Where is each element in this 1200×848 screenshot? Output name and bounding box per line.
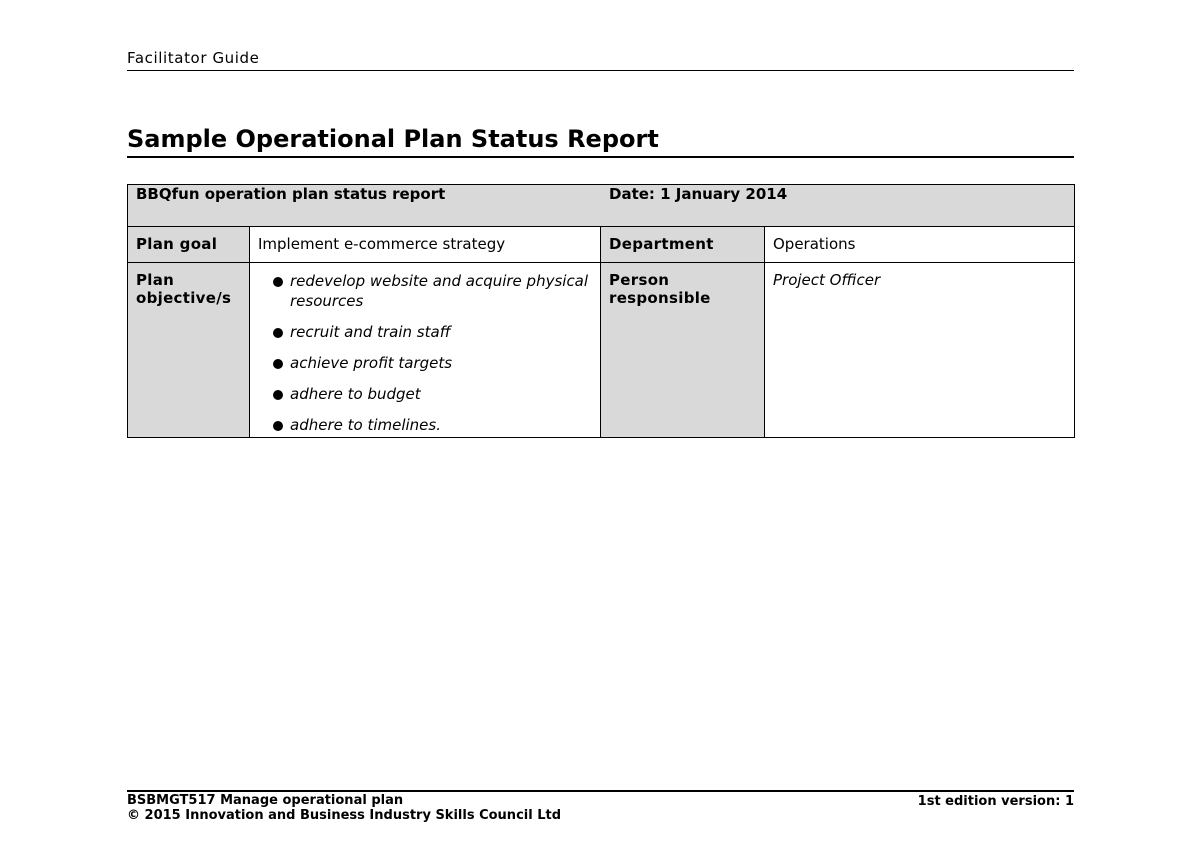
bullet-icon <box>273 359 283 369</box>
table-row <box>128 263 1075 438</box>
objectives-label: Plan objective/s <box>128 263 250 438</box>
objectives-list <box>258 271 592 435</box>
footer-copyright: © 2015 Innovation and Business Industry Skills Council Ltd <box>127 808 562 823</box>
plan-goal-value: Implement e-commerce strategy <box>250 227 601 263</box>
objective-text: achieve profit targets <box>290 354 453 372</box>
objective-text: adhere to timelines. <box>290 416 441 434</box>
list-item <box>270 353 592 373</box>
status-report-table <box>127 184 1075 438</box>
table-title-cell <box>128 185 1075 227</box>
department-label: Department <box>601 227 765 263</box>
report-name: BBQfun operation plan status report <box>136 185 446 203</box>
bullet-icon <box>273 328 283 338</box>
footer-course: BSBMGT517 Manage operational plan <box>127 793 404 808</box>
bullet-icon <box>273 390 283 400</box>
department-value: Operations <box>765 227 1075 263</box>
table-title-row <box>128 185 1075 227</box>
list-item <box>270 271 592 311</box>
objectives-cell <box>250 263 601 438</box>
list-item <box>270 384 592 404</box>
objective-text: recruit and train staff <box>290 323 451 341</box>
running-footer <box>127 790 1074 823</box>
list-item <box>270 322 592 342</box>
plan-goal-label: Plan goal <box>128 227 250 263</box>
person-responsible-label: Person responsible <box>601 263 765 438</box>
person-responsible-value: Project Officer <box>765 263 1075 438</box>
bullet-icon <box>273 421 283 431</box>
objective-text: redevelop website and acquire physical resources <box>290 272 589 310</box>
table-row <box>128 227 1075 263</box>
objective-text: adhere to budget <box>290 385 421 403</box>
report-date: Date: 1 January 2014 <box>609 185 788 203</box>
footer-version: 1st edition version: 1 <box>917 794 1074 809</box>
list-item <box>270 415 592 435</box>
running-header: Facilitator Guide <box>127 49 1074 71</box>
bullet-icon <box>273 277 283 287</box>
page-title: Sample Operational Plan Status Report <box>127 123 1074 158</box>
